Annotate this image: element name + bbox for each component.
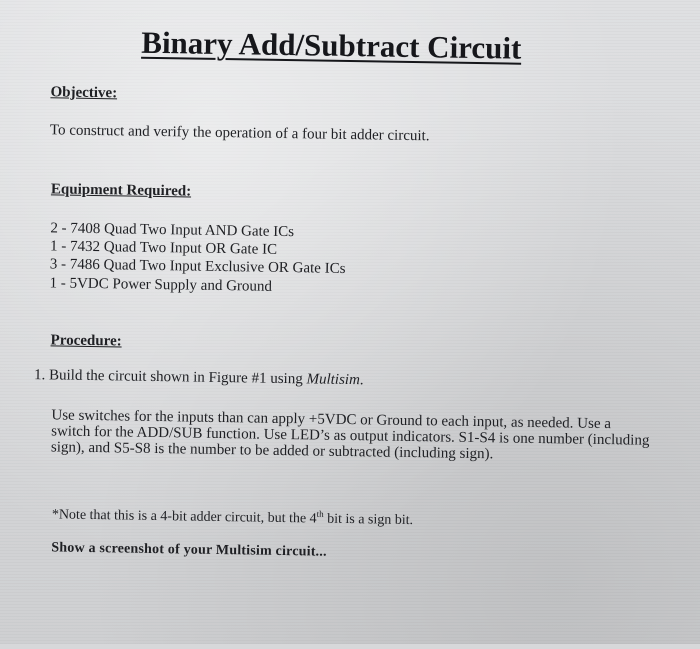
procedure-heading: Procedure: xyxy=(50,332,122,350)
objective-heading: Objective: xyxy=(50,84,118,102)
screenshot-request: Show a screenshot of your Multisim circuit... xyxy=(51,540,327,560)
note-prefix: *Note that this is a 4-bit adder circuit, but the 4 xyxy=(51,507,317,527)
page-title: Binary Add/Subtract Circuit xyxy=(141,24,522,66)
note-suffix: bit is a sign bit. xyxy=(323,511,414,529)
note-text xyxy=(52,507,413,529)
equipment-item: 3 - 7486 Quad Two Input Exclusive OR Gate ICs xyxy=(49,256,346,277)
objective-text: To construct and verify the operation of a four bit adder circuit. xyxy=(49,122,430,145)
equipment-heading: Equipment Required: xyxy=(50,181,192,200)
equipment-item: 2 - 7408 Quad Two Input AND Gate ICs xyxy=(50,220,295,241)
equipment-item: 1 - 7432 Quad Two Input OR Gate IC xyxy=(49,238,278,258)
procedure-instructions: Use switches for the inputs than can apply +5VDC or Ground to each input, as needed. Use a switch for the ADD/SUB function. Use LED’s as output indicators. S1-S4 is one number (including sign), and S5-S8 is the number to be added or subtracted (including sign). xyxy=(50,407,650,463)
step-1-text: 1. Build the circuit shown in Figure #1 using xyxy=(33,367,307,388)
procedure-step-1 xyxy=(34,367,364,389)
note-superscript: th xyxy=(316,508,324,519)
software-name: Multisim xyxy=(306,371,360,389)
step-1-period: . xyxy=(359,372,364,389)
equipment-item: 1 - 5VDC Power Supply and Ground xyxy=(49,275,273,295)
